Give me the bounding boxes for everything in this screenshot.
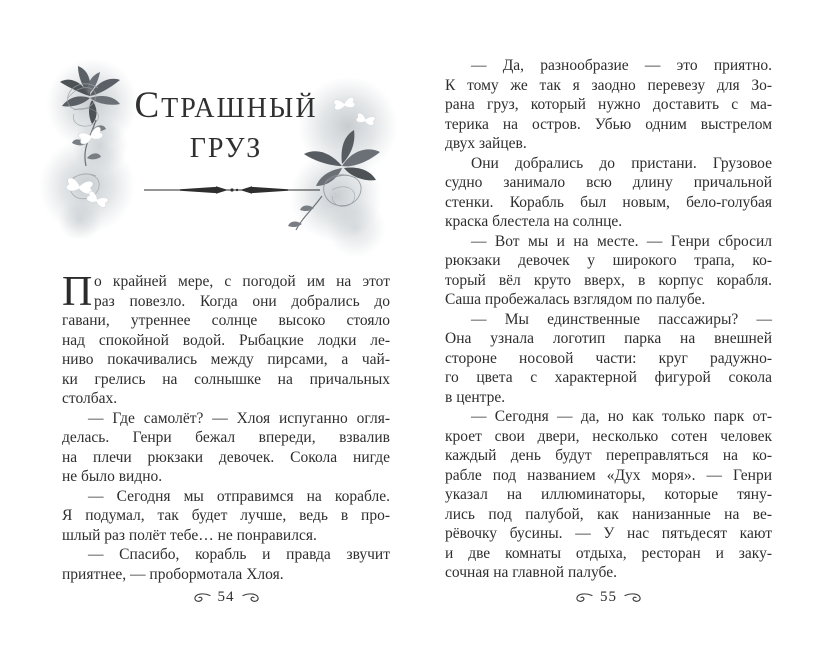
right-page-folio [445, 589, 772, 606]
paragraph [62, 487, 390, 546]
paragraph [62, 409, 390, 487]
text-line: сочная на главной палубе. [445, 564, 617, 581]
text-line: ки грелись на солнышке на причальных [62, 370, 390, 388]
chapter-title [62, 86, 390, 169]
text-line: на плечи рюкзаки девочек. Сокола нигде [62, 448, 390, 466]
text-line: стенки. Корабль был новым, бело-голубая [445, 193, 772, 211]
right-page-text [445, 56, 772, 583]
left-page-folio [62, 589, 390, 606]
paragraph [445, 154, 772, 232]
folio-flourish-right-icon [624, 592, 645, 604]
text-line: рана груз, который нужно доставить с ма- [445, 96, 772, 113]
page-number-right: 55 [600, 589, 617, 605]
text-line: каждый день будут переправляться на ко- [445, 447, 772, 464]
text-line: лись под палубой, как нанизанные на ве- [445, 505, 772, 523]
text-line: — Мы единственные пассажиры? — [471, 310, 772, 328]
text-line: приятнее, — пробормотала Хлоя. [62, 565, 284, 583]
folio-flourish-left-icon [190, 592, 211, 604]
text-line: го цвета с характерной фигурой сокола [445, 369, 772, 386]
paragraph [445, 310, 772, 408]
text-line: Саша пробежалась взглядом по палубе. [445, 291, 706, 308]
text-line: над спокойной водой. Рыбацкие лодки ле- [62, 331, 390, 349]
text-line: делась. Генри бежал впереди, взвалив [62, 429, 390, 446]
text-line: указал на иллюминаторы, которые тяну- [445, 486, 772, 503]
text-line: — Где самолёт? — Хлоя испуганно огля- [88, 409, 390, 427]
text-line: судно занимало всю длину причальной [445, 174, 772, 191]
text-line: о крайней мере, с погодой им на этот [94, 273, 390, 290]
drop-cap: П [62, 269, 93, 315]
folio-flourish-right-icon [242, 592, 263, 604]
chapter-title-line2: ГРУЗ [189, 133, 263, 164]
text-line: рюкзаки девочек у широкого трапа, ко- [445, 252, 772, 269]
text-line: ниво покачивались между пирсами, а чай- [62, 351, 390, 368]
text-line: — Да, разнообразие — это приятно. [471, 57, 772, 74]
text-line: шлый раз полёт тебе… не понравился. [62, 526, 317, 544]
divider-ornament-icon [142, 184, 322, 196]
left-page-text [62, 269, 390, 584]
text-line: — Сегодня — да, но как только парк от- [471, 408, 772, 425]
text-line: К тому же так я заодно перевезу для Зо- [445, 76, 772, 94]
text-line: Она узнала логотип парка на внешней [445, 330, 772, 347]
paragraph [62, 545, 390, 584]
text-line: не было видно. [62, 468, 163, 485]
text-line: Они добрались до пристани. Грузовое [471, 154, 772, 172]
text-line: — Вот мы и на месте. — Генри сбросил [471, 232, 772, 250]
paragraph [445, 56, 772, 154]
text-line: в центре. [445, 388, 506, 406]
text-line: терика на остров. Убью одним выстрелом [445, 115, 772, 133]
text-line: торый вёл круто вверх, в корпус корабля. [445, 271, 772, 289]
folio-flourish-left-icon [572, 592, 593, 604]
chapter-title-line1: СТРАШНЫЙ [134, 85, 318, 126]
text-line: кроет свои двери, несколько сотен человек [445, 427, 772, 445]
text-line: столбах. [62, 390, 118, 407]
text-line: — Сегодня мы отправимся на корабле. [88, 487, 390, 505]
text-line: раз повезло. Когда они добрались до [94, 292, 390, 310]
text-line: рёвочку бусины. — У нас пятьдесят кают [445, 525, 772, 542]
text-line: — Спасибо, корабль и правда звучит [88, 546, 390, 563]
paragraph [445, 407, 772, 583]
text-line: и две комнаты отдыха, ресторан и заку- [445, 544, 772, 562]
text-line: двух зайцев. [445, 135, 527, 152]
paragraph [445, 232, 772, 310]
page-left [62, 0, 390, 662]
text-line: стороне носовой части: круг радужно- [445, 349, 772, 367]
page-number-left: 54 [217, 589, 235, 605]
page-right [445, 0, 772, 662]
text-line: рабле под названием «Дух моря». — Генри [445, 466, 772, 484]
paragraph [62, 269, 390, 409]
text-line: краска блестела на солнце. [445, 213, 623, 230]
text-line: Я подумал, так будет лучше, ведь в про- [62, 507, 390, 524]
text-line: гавани, утреннее солнце высоко стояло [62, 312, 390, 329]
